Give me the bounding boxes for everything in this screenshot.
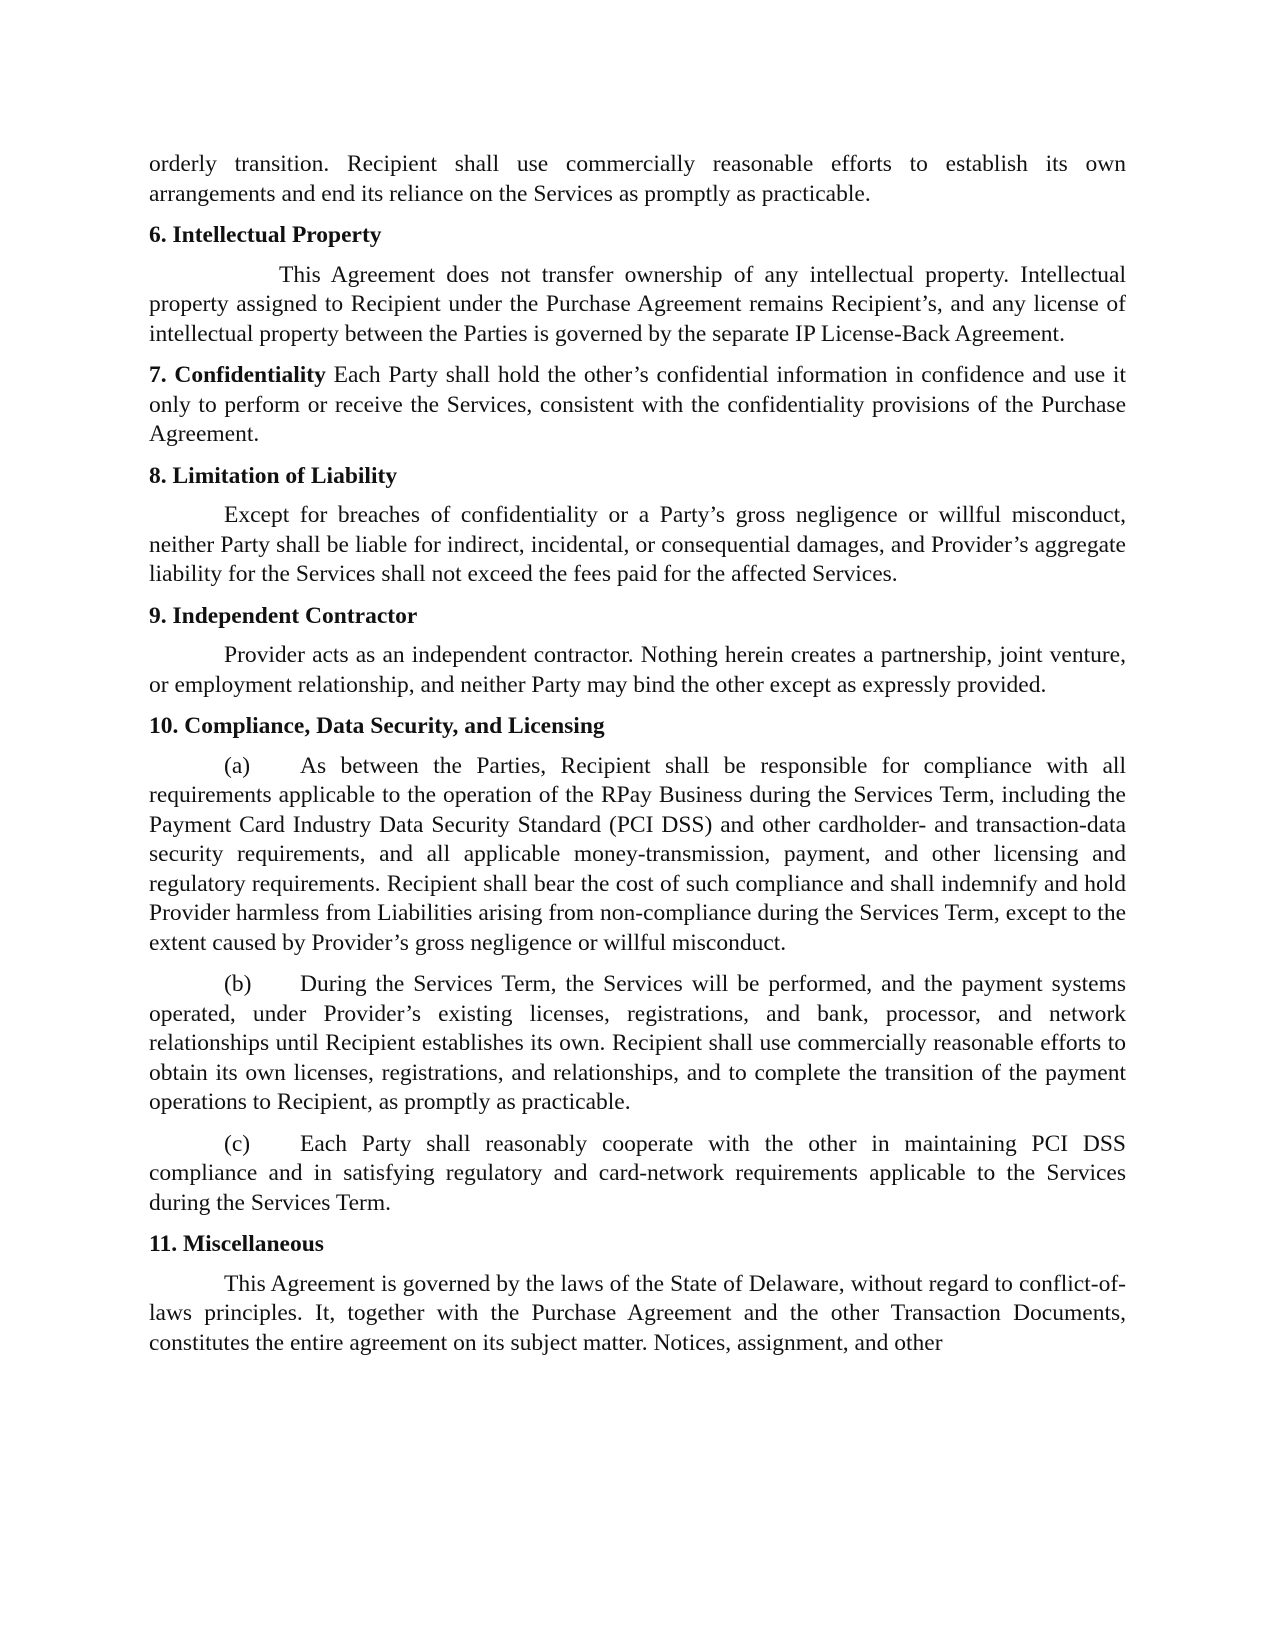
section-9-heading: 9. Independent Contractor [149,602,418,629]
section-10-clause-b [149,970,1126,1118]
section-7-heading: 7. Confidentiality [149,362,326,388]
section-7-paragraph [149,361,1126,450]
clause-c-label: (c) [224,1130,251,1157]
section-10-clause-a [149,752,1126,959]
clause-b-body: During the Services Term, the Services will be performed, and the payment systems operated, under Provider’s existing licenses, registrations, and bank, processor, and network relationships until Recipient establishes its own. Recipient shall use commercially reasonable efforts to obtain its own licenses, registrations, and relationships, and to complete the transition of the payment operations to Recipient, as promptly as practicable. [149,971,1126,1115]
section-7-body: Each Party shall hold the other’s confidential information in confidence and use it only to perform or receive the Services, consistent with the confidentiality provisions of the Purchase Agreement. [149,362,1126,447]
clause-b-label: (b) [224,971,252,997]
section-6-body: This Agreement does not transfer ownership of any intellectual property. Intellectual property assigned to Recipient under the Purchase Agreement remains Recipient’s, and any license of intellectual property between the Parties is governed by the separate IP License-Back Agreement. [149,261,1126,347]
section-9-body: Provider acts as an independent contractor. Nothing herein creates a partnership, joint venture, or employment relationship, and neither Party may bind the other except as expressly provided. [149,642,1126,698]
section-10-heading: 10. Compliance, Data Security, and Licensing [149,713,605,739]
section-11-heading: 11. Miscellaneous [149,1231,324,1257]
section-6-heading: 6. Intellectual Property [149,222,382,248]
section-8-body: Except for breaches of confidentiality or a Party’s gross negligence or willful misconduct, neither Party shall be liable for indirect, incidental, or consequential damages, and Provider’s aggregate liability for the Services shall not exceed the fees paid for the affected Services. [149,502,1126,587]
section-8-heading: 8. Limitation of Liability [149,462,398,489]
clause-a-body: As between the Parties, Recipient shall be responsible for compliance with all requirements applicable to the operation of the RPay Business during the Services Term, including the Payment Card Industry Data Security Standard (PCI DSS) and other cardholder- and transaction-data security requirements, and all applicable money-transmission, payment, and other licensing and regulatory requirements. Recipient shall bear the cost of such compliance and shall indemnify and hold Provider harmless from Liabilities arising from non-compliance during the Services Term, except to the extent caused by Provider’s gross negligence or willful misconduct. [149,752,1126,956]
clause-c-body: Each Party shall reasonably cooperate with the other in maintaining PCI DSS compliance and in satisfying regulatory and card-network requirements applicable to the Services during the Services Term. [149,1130,1126,1216]
section-10-clause-c [149,1130,1126,1219]
continuation-paragraph: orderly transition. Recipient shall use commercially reasonable efforts to establish its own arrangements and end its reliance on the Services as promptly as practicable. [149,151,1126,207]
section-11-body: This Agreement is governed by the laws of the State of Delaware, without regard to conflict-of-laws principles. It, together with the Purchase Agreement and the other Transaction Documents, constitutes the entire agreement on its subject matter. Notices, assignment, and other [149,1270,1126,1356]
clause-a-label: (a) [224,752,251,779]
document-page [149,150,1126,1358]
